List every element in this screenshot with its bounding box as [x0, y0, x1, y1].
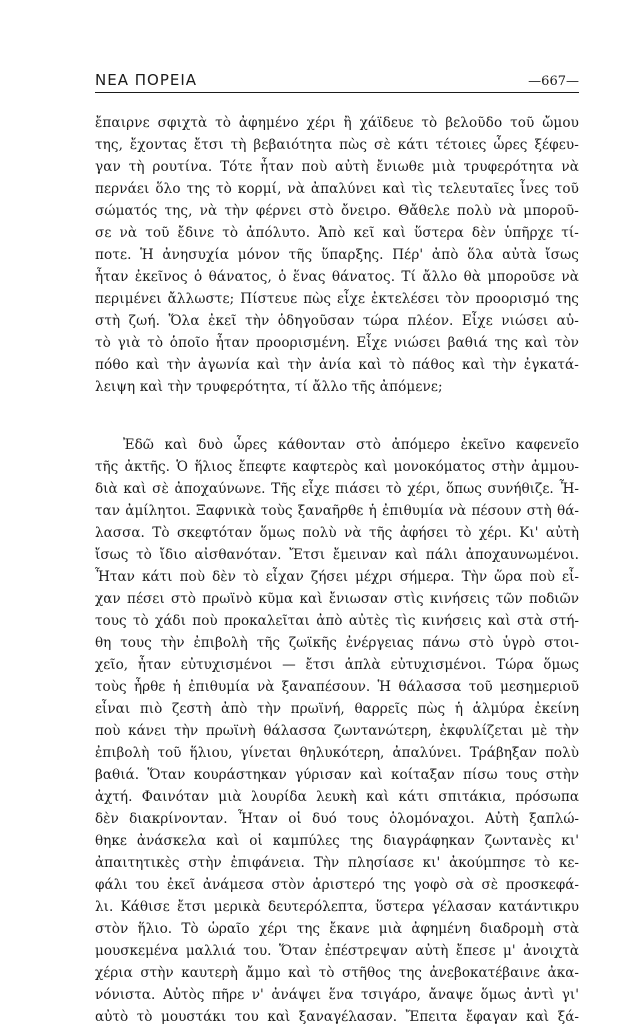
text-line: σε νὰ τοῦ ἔδινε τὸ ἀπόλυτο. Ἀπὸ κεῖ καὶ ὕστερα δὲν ὑπῆρχε τί- — [95, 225, 579, 241]
text-line: ἦταν ἐκεῖνος ὁ θάνατος, ὁ ἕνας θάνατος. Τί ἄλλο θὰ μποροῦσε νὰ — [95, 269, 579, 285]
text-line: της, ἔχοντας ἔτσι τὴ βεβαιότητα πὼς σὲ κάτι τέτοιες ὧρες ξέφευ- — [95, 137, 579, 153]
text-line: νόνιστα. Αὐτὸς πῆρε ν' ἀνάψει ἕνα τσιγάρο, ἄναψε ὅμως ἀντὶ γι' — [95, 987, 579, 1003]
text-line: ἐπιβολὴ τοῦ ἥλιου, γίνεται θηλυκότερη, ἀπαλύνει. Τράβηξαν πολὺ — [95, 745, 579, 761]
text-line: λειψη καὶ τὴν τρυφερότητα, τί ἄλλο τῆς ἀπόμενε; — [95, 379, 443, 395]
text-line: θη τους τὴν ἐπιβολὴ τῆς ζωϊκῆς ἐνέργειας πάνω στὸ ὑγρὸ στοι- — [95, 635, 579, 651]
text-line: ἴσως τὸ ἴδιο αἰσθανόταν. Ἔτσι ἔμειναν καὶ πάλι ἀποχαυνωμένοι. — [95, 547, 579, 563]
text-line: τὸ γιὰ τὸ ὁποῖο ἦταν προορισμένη. Εἶχε νιώσει βαθιά της καὶ τὸν — [95, 335, 579, 351]
paragraph-1 — [95, 112, 579, 398]
text-line: στὸν ἥλιο. Τὸ ὡραῖο χέρι της ἔκανε μιὰ ἀφημένη διαδρομὴ στὰ — [95, 921, 579, 937]
text-line: ποὺ κάνει τὴν πρωϊνὴ θάλασσα ζωντανώτερη, ἐκφυλίζεται μὲ τὴν — [95, 723, 579, 739]
text-line: φάλι του ἐκεῖ ἀνάμεσα στὸν ἀριστερό της γοφὸ σὰ σὲ προσκεφά- — [95, 877, 579, 893]
text-line: ταν ἀμίλητοι. Ξαφνικὰ τοὺς ξαναῆρθε ἡ ἐπιθυμία νὰ πέσουν στὴ θά- — [95, 503, 579, 519]
text-line: ἔπαιρνε σφιχτὰ τὸ ἀφημένο χέρι ἢ χάϊδευε τὸ βελοῦδο τοῦ ὤμου — [95, 115, 579, 131]
text-line: μουσκεμένα μαλλιά του. Ὅταν ἐπέστρεψαν αὐτὴ ἔπεσε μ' ἀνοιχτὰ — [95, 943, 579, 959]
text-line: τους τὸ χάδι ποὺ προκαλεῖται ἀπὸ αὐτὲς τὶς κινήσεις καὶ στὰ στή- — [95, 613, 579, 629]
text-line: διὰ καὶ σὲ ἀποχαύνωνε. Τῆς εἶχε πιάσει τὸ χέρι, ὅπως συνήθιζε. Ἦ- — [95, 481, 579, 497]
text-line: λι. Κάθισε ἔτσι μερικὰ δευτερόλεπτα, ὕστερα γέλασαν κατάντικρυ — [95, 899, 579, 915]
page-number: —667— — [528, 74, 579, 89]
text-line: γαν τὴ ρουτίνα. Τότε ἦταν ποὺ αὐτὴ ἔνιωθε μιὰ τρυφερότητα νὰ — [95, 159, 579, 175]
text-line: θηκε ἀνάσκελα καὶ οἱ καμπύλες της διαγράφηκαν ζωντανὲς κι' — [95, 833, 579, 849]
paragraph-2 — [95, 434, 579, 1028]
text-line: ἀπαιτητικὲς στὴν ἐπιφάνεια. Τὴν πλησίασε κι' ἀκούμπησε τὸ κε- — [95, 855, 579, 871]
text-line: περνάει ὅλο της τὸ κορμί, νὰ ἀπαλύνει καὶ τὶς τελευταῖες ἶνες τοῦ — [95, 181, 579, 197]
text-line: τῆς ἀκτῆς. Ὁ ἥλιος ἔπεφτε καφτερὸς καὶ μονοκόματος στὴν ἀμμου- — [95, 459, 579, 475]
text-line: πόθο καὶ τὴν ἀγωνία καὶ τὴν ἀνία καὶ τὸ πάθος καὶ τὴν ἐγκατά- — [95, 357, 579, 373]
text-line: χαν πέσει στὸ πρωϊνὸ κῦμα καὶ ἔνιωσαν στὶς κινήσεις τῶν ποδιῶν — [95, 591, 579, 607]
text-line: βαθιά. Ὅταν κουράστηκαν γύρισαν καὶ κοίταξαν πίσω τους στὴν — [95, 767, 579, 783]
running-header — [95, 68, 579, 93]
text-line: εἶναι πιὸ ζεστὴ ἀπὸ τὴν πρωϊνή, θαρρεῖς πὼς ἡ ἁλμύρα ἐκείνη — [95, 701, 579, 717]
text-line: στὴ ζωή. Ὅλα ἐκεῖ τὴν ὁδηγοῦσαν τώρα πλέον. Εἶχε νιώσει αὐ- — [95, 313, 579, 329]
text-line: τοὺς ἦρθε ἡ ἐπιθυμία νὰ ξαναπέσουν. Ἡ θάλασσα τοῦ μεσημεριοῦ — [95, 679, 579, 695]
text-line: ποτε. Ἡ ἀνησυχία μόνον τῆς ὕπαρξης. Πέρ' ἀπὸ ὅλα αὐτὰ ἴσως — [95, 247, 579, 263]
text-body — [95, 112, 579, 1028]
text-line: χεῖο, ἦταν εὐτυχισμένοι — ἔτσι ἁπλὰ εὐτυχισμένοι. Τώρα ὅμως — [95, 657, 579, 673]
text-line: δὲν διακρίνονταν. Ἦταν οἱ δυό τους ὁλομόναχοι. Αὐτὴ ξαπλώ- — [95, 811, 579, 827]
text-line: λασσα. Τὸ σκεφτόταν ὅμως πολὺ νὰ τῆς ἀφήσει τὸ χέρι. Κι' αὐτὴ — [95, 525, 579, 541]
text-line: Ἦταν κάτι ποὺ δὲν τὸ εἶχαν ζήσει μέχρι σήμερα. Τὴν ὥρα ποὺ εἶ- — [95, 569, 579, 585]
text-line: αὐτὸ τὸ μουστάκι του καὶ ξαναγέλασαν. Ἔπειτα ἔφαγαν καὶ ξά- — [95, 1009, 579, 1025]
text-line: σώματός της, νὰ τὴν φέρνει στὸ ὄνειρο. Θἄθελε πολὺ νὰ μποροῦ- — [95, 203, 579, 219]
text-line: χέρια στὴν καυτερὴ ἄμμο καὶ τὸ στῆθος της ἀνεβοκατέβαινε ἀκα- — [95, 965, 579, 981]
text-line: περιμένει ἄλλωστε; Πίστευε πὼς εἶχε ἐκτελέσει τὸν προορισμό της — [95, 291, 579, 307]
text-line: Ἐδῶ καὶ δυὸ ὧρες κάθονταν στὸ ἀπόμερο ἐκεῖνο καφενεῖο — [123, 437, 579, 453]
journal-title: ΝΕΑ ΠΟΡΕΙΑ — [95, 71, 198, 89]
text-line: ἀχτή. Φαινόταν μιὰ λουρίδα λευκὴ καὶ κάτι σπιτάκια, πρόσωπα — [95, 789, 579, 805]
